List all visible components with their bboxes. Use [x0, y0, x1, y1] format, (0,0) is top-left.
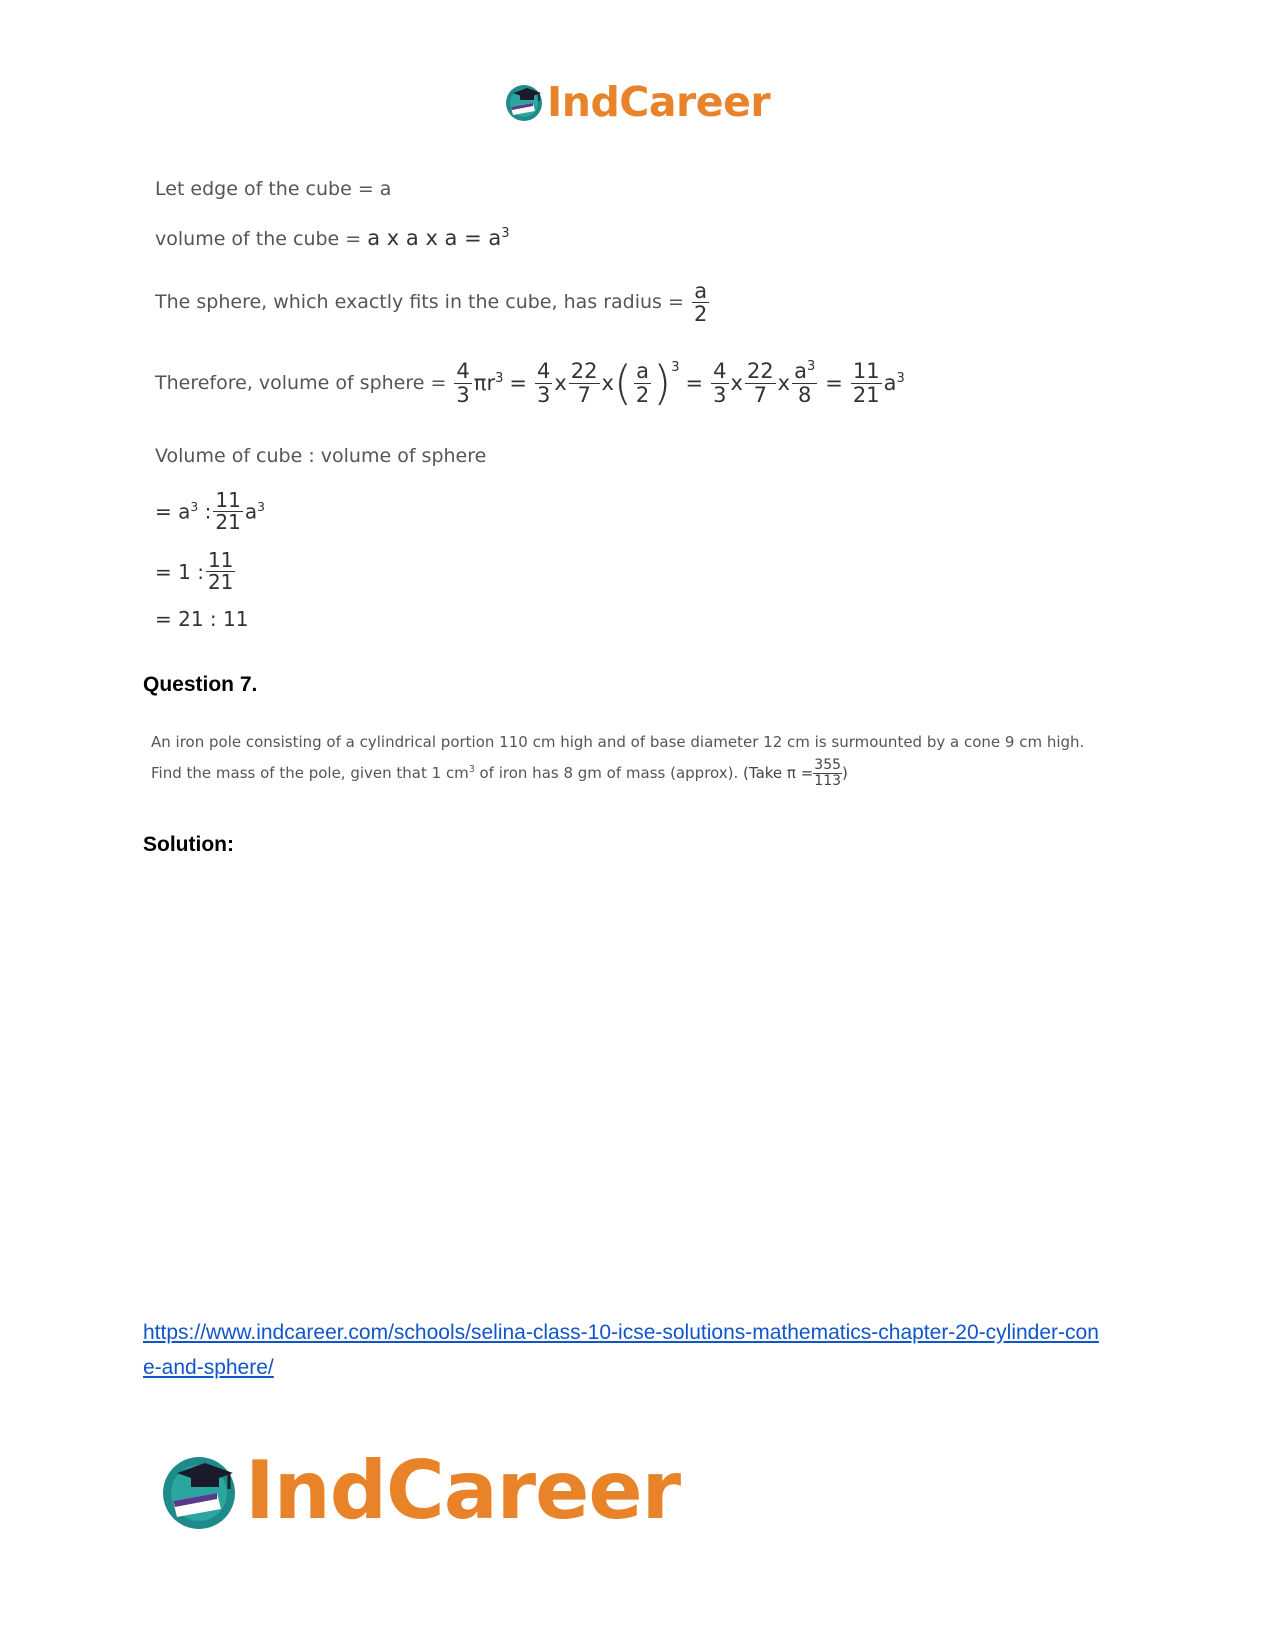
header-logo [503, 78, 770, 126]
logo-wordmark: IndCareer [547, 77, 771, 126]
take-pi-close: ) [842, 764, 848, 782]
cube-volume-exponent: 3 [501, 226, 510, 241]
question-text-part1: An iron pole consisting of a cylindrical portion 110 cm high and of base diameter 12 cm is surmounted by a cone 9 cm high. Find the mass of the pole, given that 1 cm [151, 733, 1085, 782]
cube-volume-label: volume of the cube = [155, 228, 362, 250]
ratio-heading-text: Volume of cube : volume of sphere [155, 445, 487, 467]
ratio-step-3: = 21 : 11 [155, 607, 249, 631]
solution-heading: Solution: [143, 833, 234, 856]
pi-denominator: 113 [814, 773, 842, 789]
take-pi-label: (Take π = [743, 764, 814, 782]
pi-fraction [813, 758, 842, 788]
cube-volume-expr-text: a x a x a = a [367, 226, 502, 250]
cube-volume-expr [367, 226, 509, 250]
sphere-volume-expression: $\frac{4}{3}$ $\pi r^3$ = $\frac{4}{3}$ x $\frac{22}{7}$ x ( $\frac{a}{2}$ ) $^3$ = $\frac{4}{3}$ x $\frac{22}{7}$ x $\frac{a^3}{8}$ = $\frac{11}{21}$ $a^3$ [456, 356, 905, 410]
sphere-radius-label: The sphere, which exactly fits in the cube, has radius = [155, 291, 684, 314]
logo-wordmark: IndCareer [245, 1443, 681, 1537]
sphere-radius-line [155, 280, 711, 325]
cube-edge-line [155, 178, 391, 200]
question-7-heading: Question 7. [143, 673, 258, 696]
sphere-volume-label: Therefore, volume of sphere = [155, 372, 447, 394]
radius-fraction [692, 280, 709, 325]
cube-edge-text: Let edge of the cube = a [155, 178, 392, 200]
pi-numerator: 355 [814, 757, 842, 774]
graduation-cap-book-icon [503, 81, 545, 123]
radius-numerator: a [694, 279, 708, 303]
ratio-step-1: = $a^3$ : $\frac{11}{21}$ $a^3$ [155, 488, 265, 534]
radius-denominator: 2 [693, 302, 708, 327]
question-text-part2: of iron has 8 gm of mass (approx). [474, 764, 739, 782]
ratio-step-2: = 1 : $\frac{11}{21}$ [155, 548, 234, 594]
source-link[interactable]: https://www.indcareer.com/schools/selina-class-10-icse-solutions-mathematics-chapter-20-cylinder-cone-and-sphere/ [143, 1321, 1099, 1379]
cube-volume-line [155, 226, 510, 250]
ratio-heading-line [155, 445, 486, 467]
question-cm-exponent: 3 [468, 764, 475, 775]
footer-logo [157, 1443, 680, 1538]
graduation-cap-book-icon [157, 1449, 241, 1533]
sphere-volume-line [155, 356, 905, 410]
question-7-text [151, 728, 1111, 789]
